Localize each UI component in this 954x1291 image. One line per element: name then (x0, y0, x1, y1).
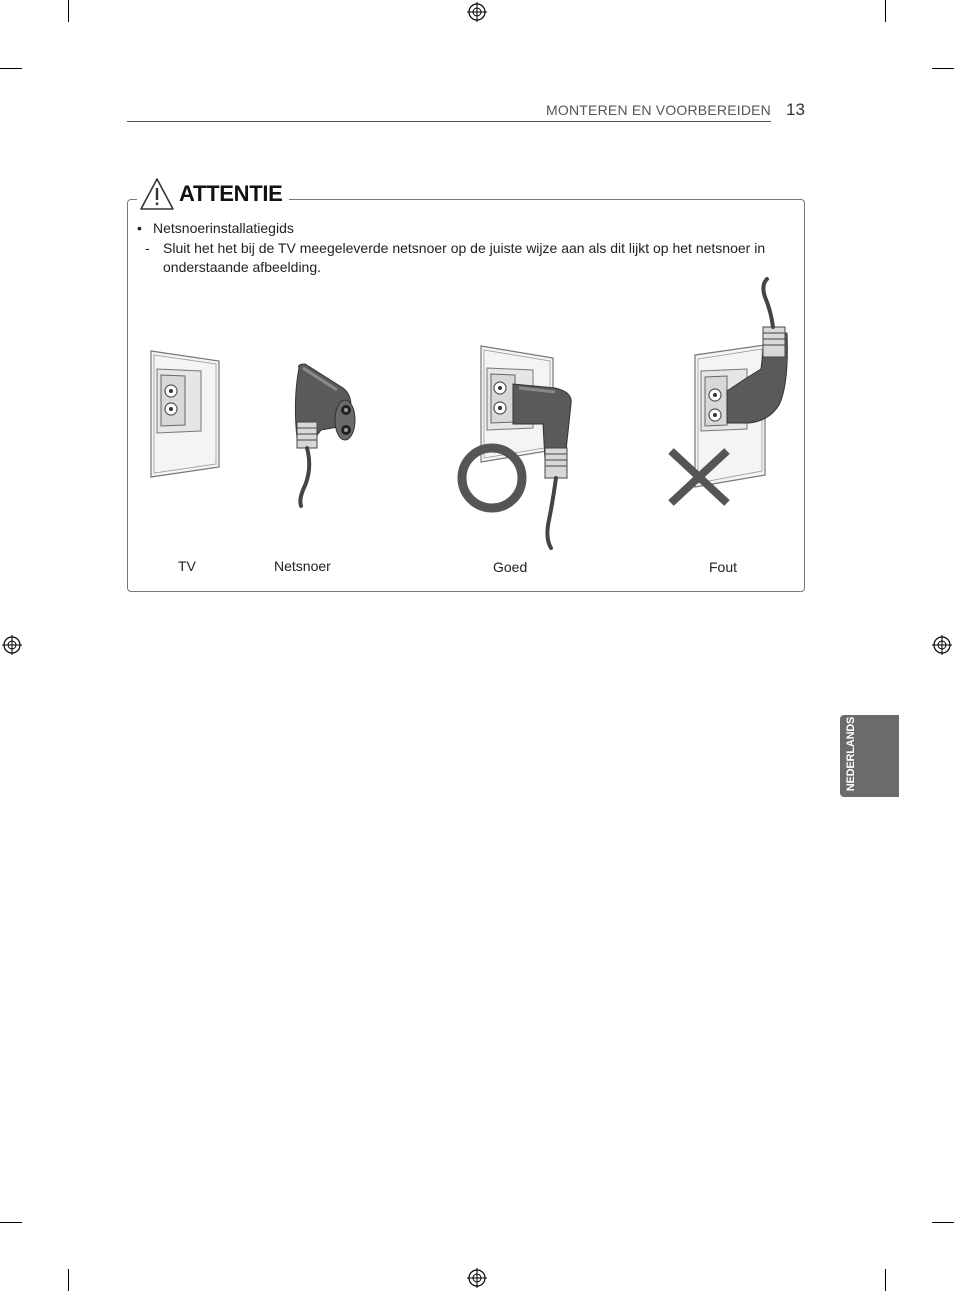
caution-title: ATTENTIE (179, 181, 283, 206)
page-number: 13 (786, 100, 805, 119)
bullet-text: Netsnoerinstallatiegids (153, 220, 294, 236)
incorrect-connection-illustration (665, 275, 795, 515)
crop-mark (885, 0, 886, 22)
header-divider (127, 121, 771, 122)
sub-marker: - (145, 240, 150, 256)
sub-text: Sluit het het bij de TV meegeleverde netsnoer op de juiste wijze aan als dit lijkt op het netsnoer in onderstaande afbeelding. (163, 240, 766, 275)
registration-mark-icon (467, 1268, 487, 1288)
crop-mark (68, 0, 69, 22)
power-cord-illustration (285, 360, 365, 510)
bullet-marker: • (137, 220, 142, 236)
caption-tv: TV (178, 558, 196, 574)
crop-mark (932, 1222, 954, 1223)
correct-connection-illustration (455, 340, 585, 555)
tv-socket-illustration (145, 345, 225, 485)
warning-triangle-icon (139, 177, 175, 211)
caution-heading (137, 174, 289, 214)
caption-good: Goed (493, 559, 528, 575)
sub-item (145, 239, 785, 277)
crop-mark (0, 1222, 22, 1223)
language-tab-label: NEDERLANDS (845, 716, 857, 792)
bullet-item (137, 220, 294, 236)
registration-mark-icon (932, 635, 952, 655)
crop-mark (68, 1269, 69, 1291)
crop-mark (932, 68, 954, 69)
registration-mark-icon (467, 2, 487, 22)
registration-mark-icon (2, 635, 22, 655)
crop-mark (0, 68, 22, 69)
crop-mark (885, 1269, 886, 1291)
section-title: MONTEREN EN VOORBEREIDEN (546, 102, 771, 118)
caption-cord: Netsnoer (274, 558, 331, 574)
caption-wrong: Fout (709, 559, 738, 575)
